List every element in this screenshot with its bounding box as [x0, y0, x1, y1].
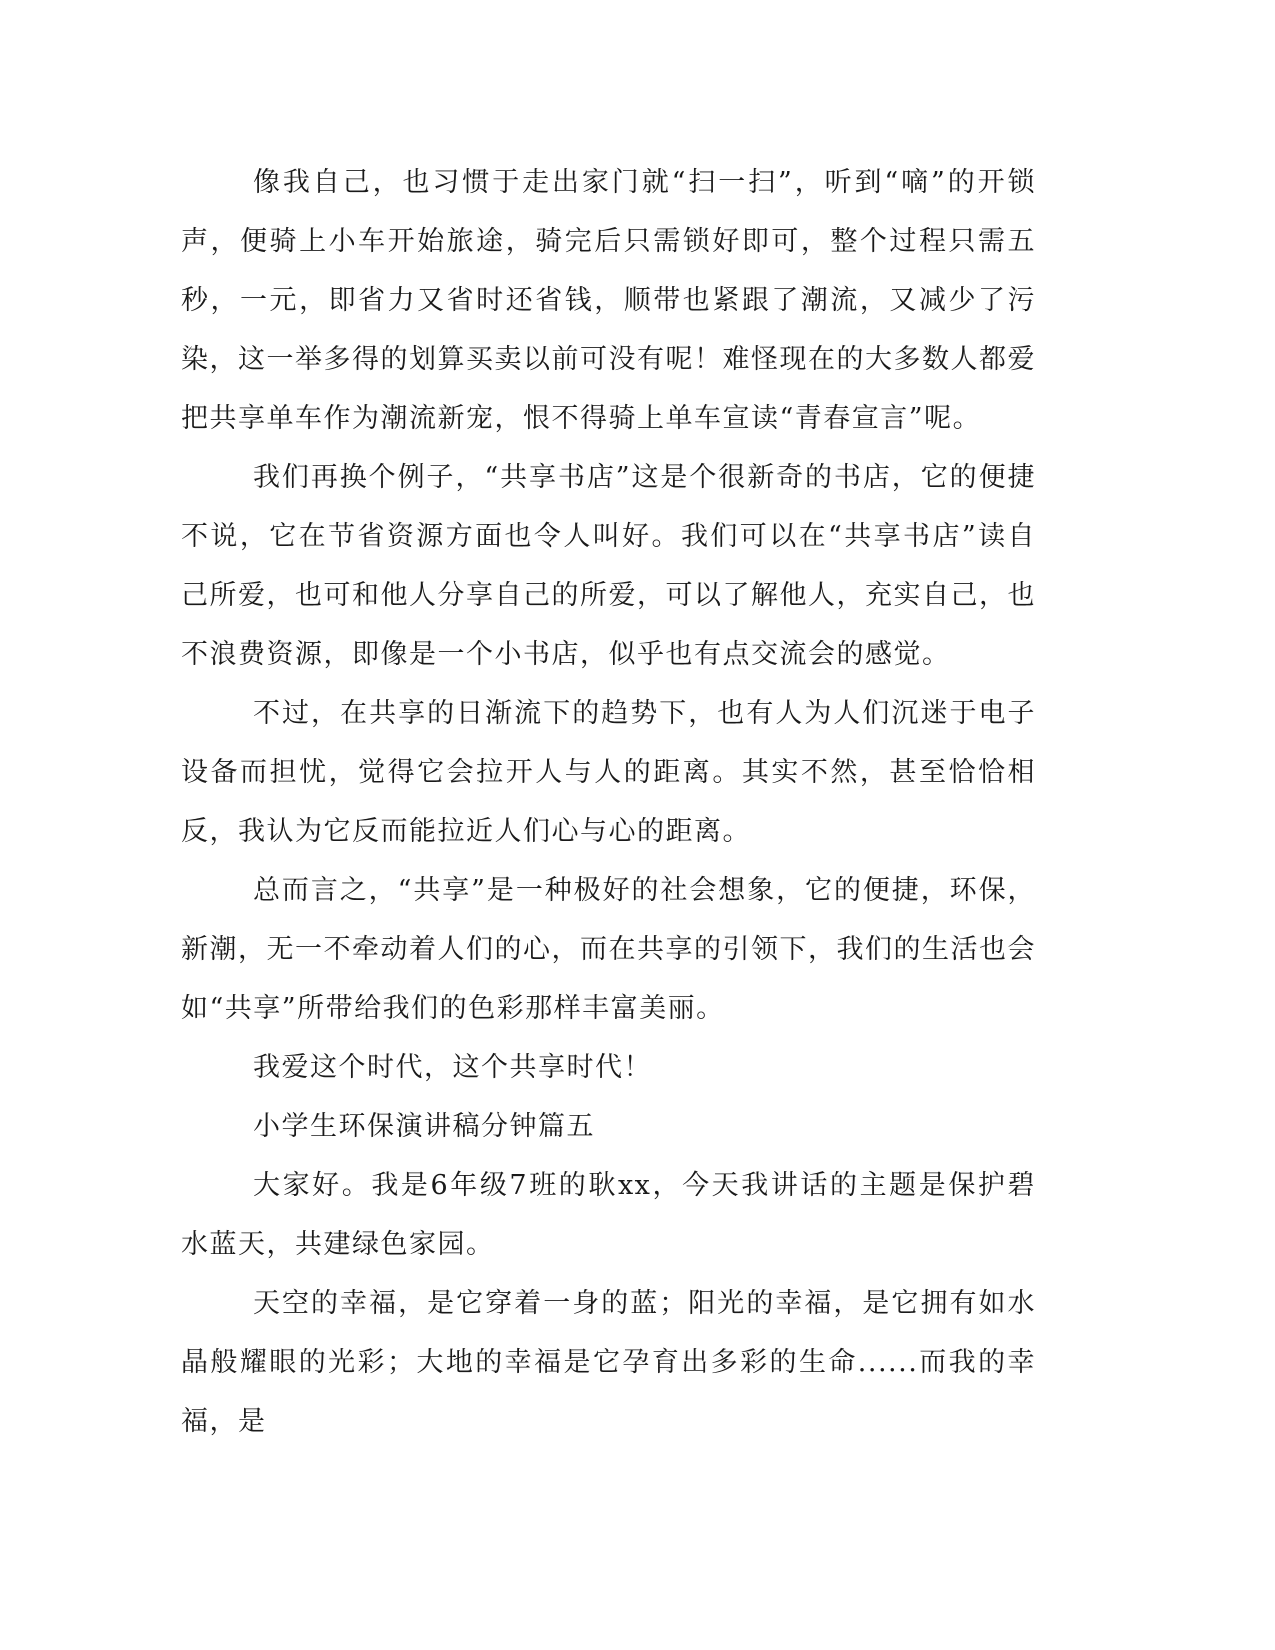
paragraph-greeting: 大家好。我是6年级7班的耿xx，今天我讲话的主题是保护碧水蓝天，共建绿色家园。: [181, 1170, 1036, 1260]
paragraph-concerns: 不过，在共享的日渐流下的趋势下，也有人为人们沉迷于电子设备而担忧，觉得它会拉开人与人的距离。其实不然，甚至恰恰相反，我认为它反而能拉近人们心与心的距离。: [181, 698, 1036, 847]
paragraph-bike-sharing: 像我自己，也习惯于走出家门就“扫一扫”，听到“嘀”的开锁声，便骑上小车开始旅途，骑完后只需锁好即可，整个过程只需五秒，一元，即省力又省时还省钱，顺带也紧跟了潮流，又减少了污染，这一举多得的划算买卖以前可没有呢！难怪现在的大多数人都爱把共享单车作为潮流新宠，恨不得骑上单车宣读“青春宣言”呢。: [181, 167, 1036, 434]
paragraph-closing-line: 我爱这个时代，这个共享时代！: [253, 1052, 652, 1083]
paragraph-conclusion: 总而言之，“共享”是一种极好的社会想象，它的便捷，环保，新潮，无一不牵动着人们的心，而在共享的引领下，我们的生活也会如“共享”所带给我们的色彩那样丰富美丽。: [181, 875, 1036, 1024]
paragraph-happiness: 天空的幸福，是它穿着一身的蓝；阳光的幸福，是它拥有如水晶般耀眼的光彩；大地的幸福是它孕育出多彩的生命......而我的幸福，是: [181, 1288, 1036, 1437]
section-heading: 小学生环保演讲稿分钟篇五: [253, 1111, 595, 1142]
document-body: [181, 153, 1036, 1451]
paragraph-shared-bookstore: 我们再换个例子，“共享书店”这是个很新奇的书店，它的便捷不说，它在节省资源方面也令人叫好。我们可以在“共享书店”读自己所爱，也可和他人分享自己的所爱，可以了解他人，充实自己，也不浪费资源，即像是一个小书店，似乎也有点交流会的感觉。: [181, 462, 1036, 670]
